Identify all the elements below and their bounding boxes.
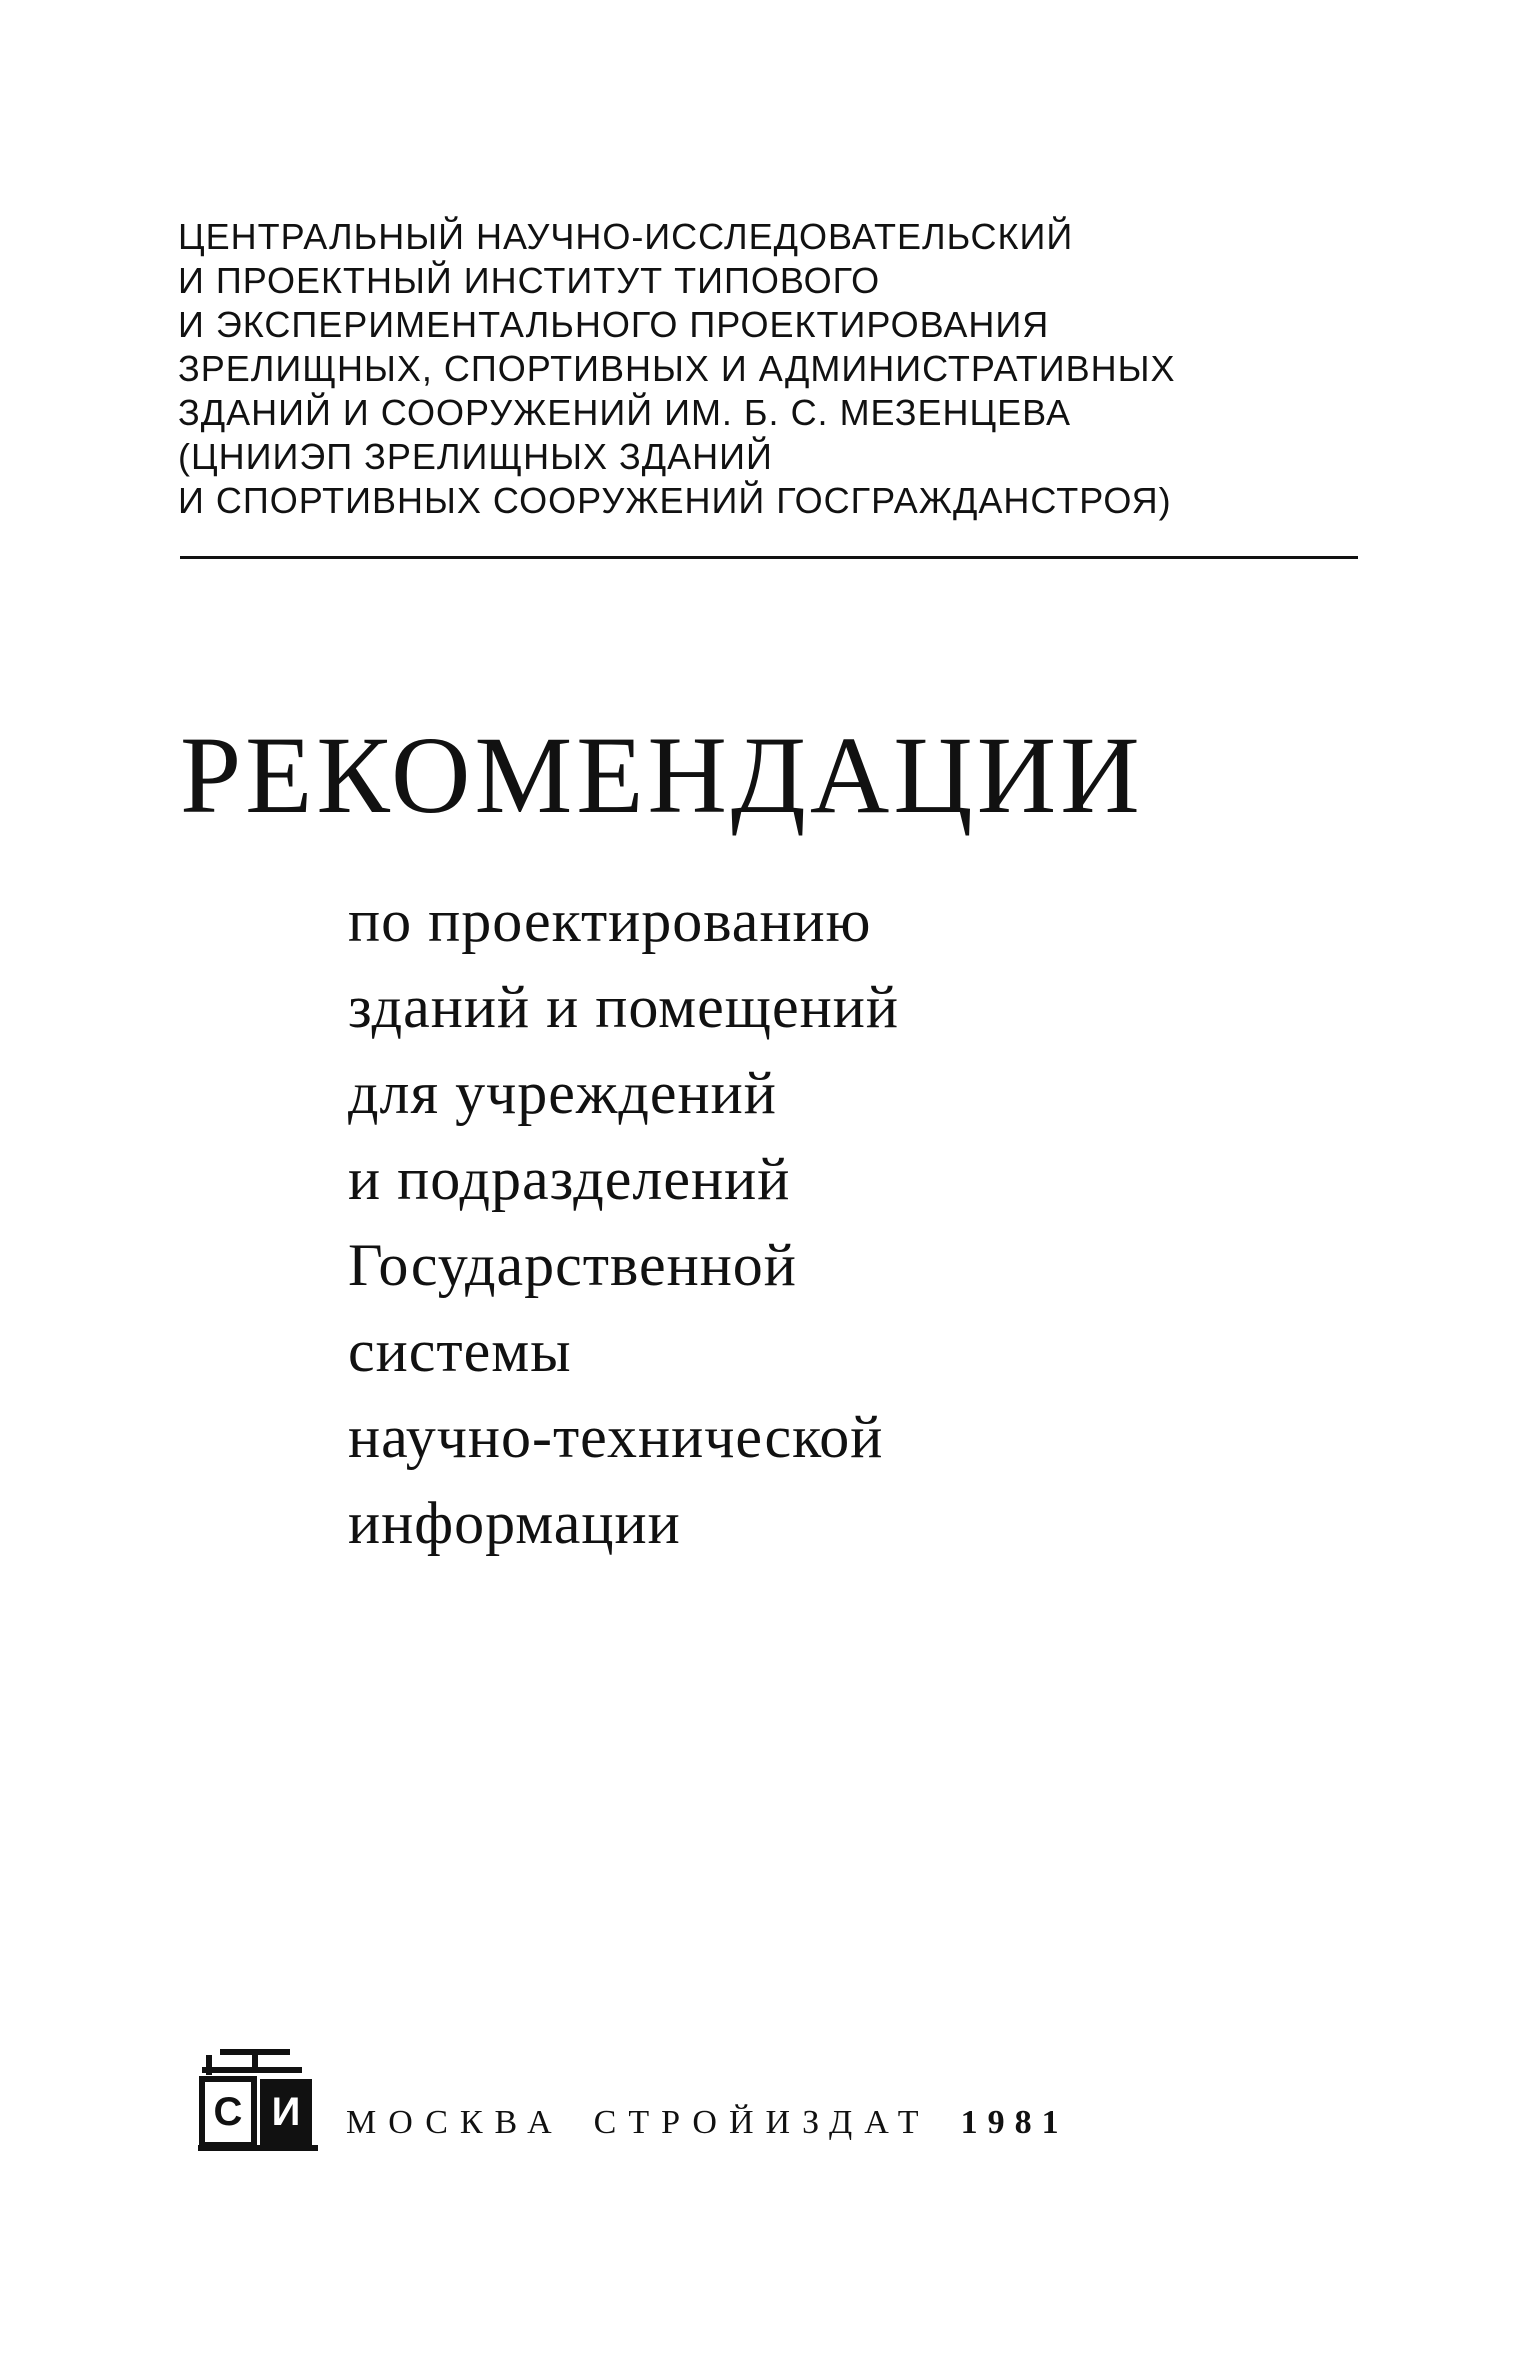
- logo-letter-i: И: [271, 2090, 301, 2134]
- subtitle-line: Государственной: [348, 1232, 797, 1298]
- subtitle-line: по проектированию: [348, 888, 872, 954]
- header-line: (ЦНИИЭП ЗРЕЛИЩНЫХ ЗДАНИЙ: [178, 436, 773, 477]
- subtitle-line: для учреждений: [348, 1060, 777, 1126]
- header-line: ЗДАНИЙ И СООРУЖЕНИЙ ИМ. Б. С. МЕЗЕНЦЕВА: [178, 392, 1071, 433]
- logo-letter-s: С: [213, 2090, 243, 2134]
- header-divider: [180, 556, 1358, 559]
- imprint-footer: [198, 2045, 1298, 2155]
- imprint-line: [346, 2103, 1069, 2143]
- document-subtitle: [348, 878, 899, 1566]
- subtitle-line: зданий и помещений: [348, 974, 899, 1040]
- subtitle-line: информации: [348, 1490, 681, 1556]
- header-line: ЦЕНТРАЛЬНЫЙ НАУЧНО-ИССЛЕДОВАТЕЛЬСКИЙ: [178, 216, 1074, 257]
- institution-header: [178, 215, 1358, 523]
- stroyizdat-logo-icon: [198, 2045, 318, 2155]
- imprint-city: МОСКВА: [346, 2104, 564, 2141]
- imprint-publisher: СТРОЙИЗДАТ: [593, 2104, 931, 2141]
- subtitle-line: и подразделений: [348, 1146, 791, 1212]
- header-line: И ПРОЕКТНЫЙ ИНСТИТУТ ТИПОВОГО: [178, 260, 881, 301]
- header-line: ЗРЕЛИЩНЫХ, СПОРТИВНЫХ И АДМИНИСТРАТИВНЫХ: [178, 348, 1176, 389]
- imprint-year: 1981: [960, 2104, 1069, 2141]
- subtitle-line: научно-технической: [348, 1404, 884, 1470]
- header-line: И СПОРТИВНЫХ СООРУЖЕНИЙ ГОСГРАЖДАНСТРОЯ): [178, 480, 1172, 521]
- document-title: РЕКОМЕНДАЦИИ: [180, 714, 1144, 836]
- subtitle-line: системы: [348, 1318, 572, 1384]
- header-line: И ЭКСПЕРИМЕНТАЛЬНОГО ПРОЕКТИРОВАНИЯ: [178, 304, 1050, 345]
